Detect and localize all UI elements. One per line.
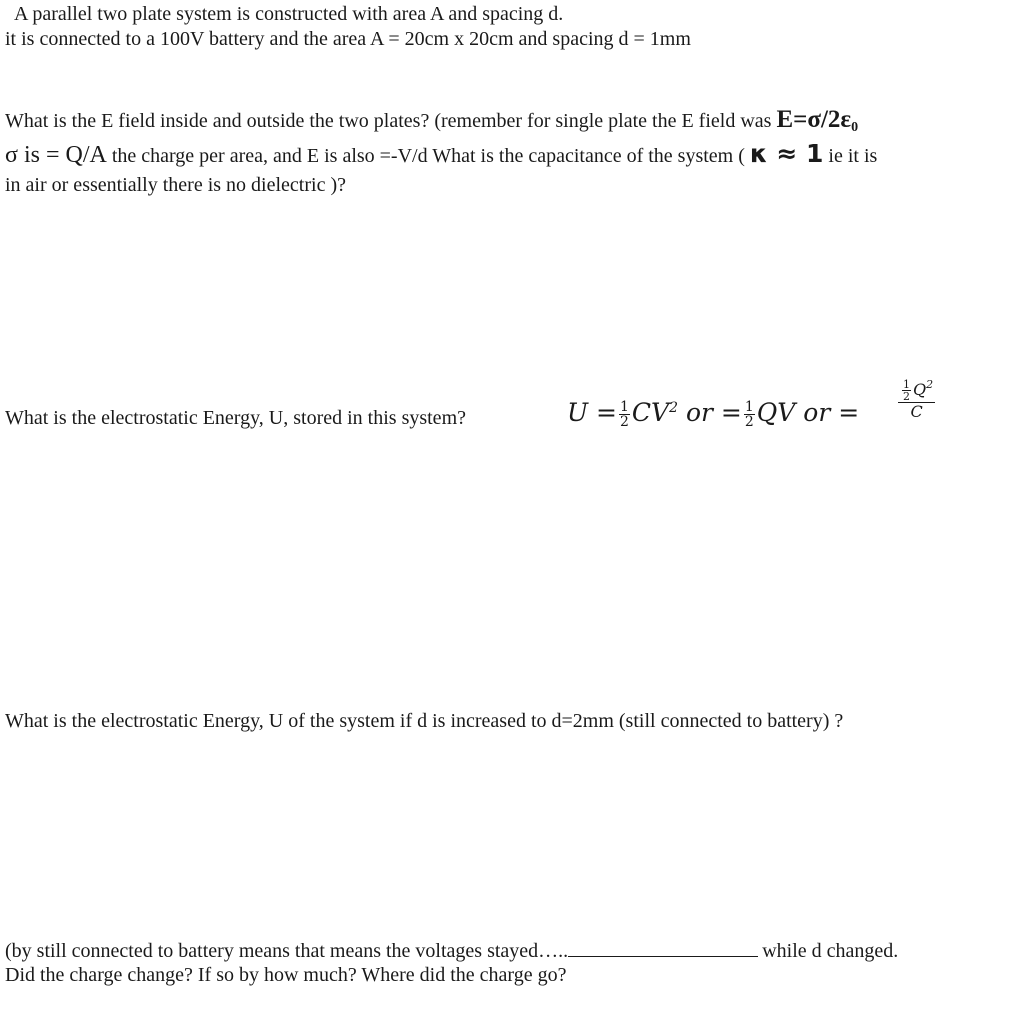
energy-equation: U = $\frac{1}{2}$ $CV^2$ or = $\frac{1}{2}$ QV or = [567, 398, 860, 430]
question-1-text-2: the charge per area, and E is also =-V/d What is the capacitance of the system ( [106, 145, 750, 167]
kappa-approx: κ ≈ 1 [749, 139, 824, 168]
intro-line-1: A parallel two plate system is constructed with area A and spacing d. [14, 3, 564, 25]
question-1-line-1 [5, 108, 858, 140]
sigma-definition: σ is = Q/A [5, 142, 107, 168]
single-plate-field-formula: $E=\sigma/2\varepsilon_0$ [776, 106, 859, 135]
question-2-text: What is the electrostatic Energy, U, stored in this system? [5, 407, 466, 429]
question-1-text-3: ie it is [823, 145, 878, 167]
answer-blank[interactable] [568, 938, 758, 957]
question-4-line-2: Did the charge change? If so by how much? Where did the charge go? [5, 964, 567, 986]
question-3-text: What is the electrostatic Energy, U of the system if d is increased to d=2mm (still connected to battery) ? [5, 710, 844, 732]
question-4-line-1: (by still connected to battery means that means the voltages stayed….. while d changed. [5, 940, 899, 962]
question-1-text: What is the E field inside and outside the two plates? (remember for single plate the E field was [5, 110, 777, 132]
energy-fraction-q-over-c: $\frac{1}{2}$ $Q^2$ C [898, 376, 935, 421]
question-1-line-2 [5, 139, 878, 168]
intro-line-2: it is connected to a 100V battery and the area A = 20cm x 20cm and spacing d = 1mm [5, 28, 691, 50]
question-1-line-3: in air or essentially there is no dielectric )? [5, 174, 346, 196]
